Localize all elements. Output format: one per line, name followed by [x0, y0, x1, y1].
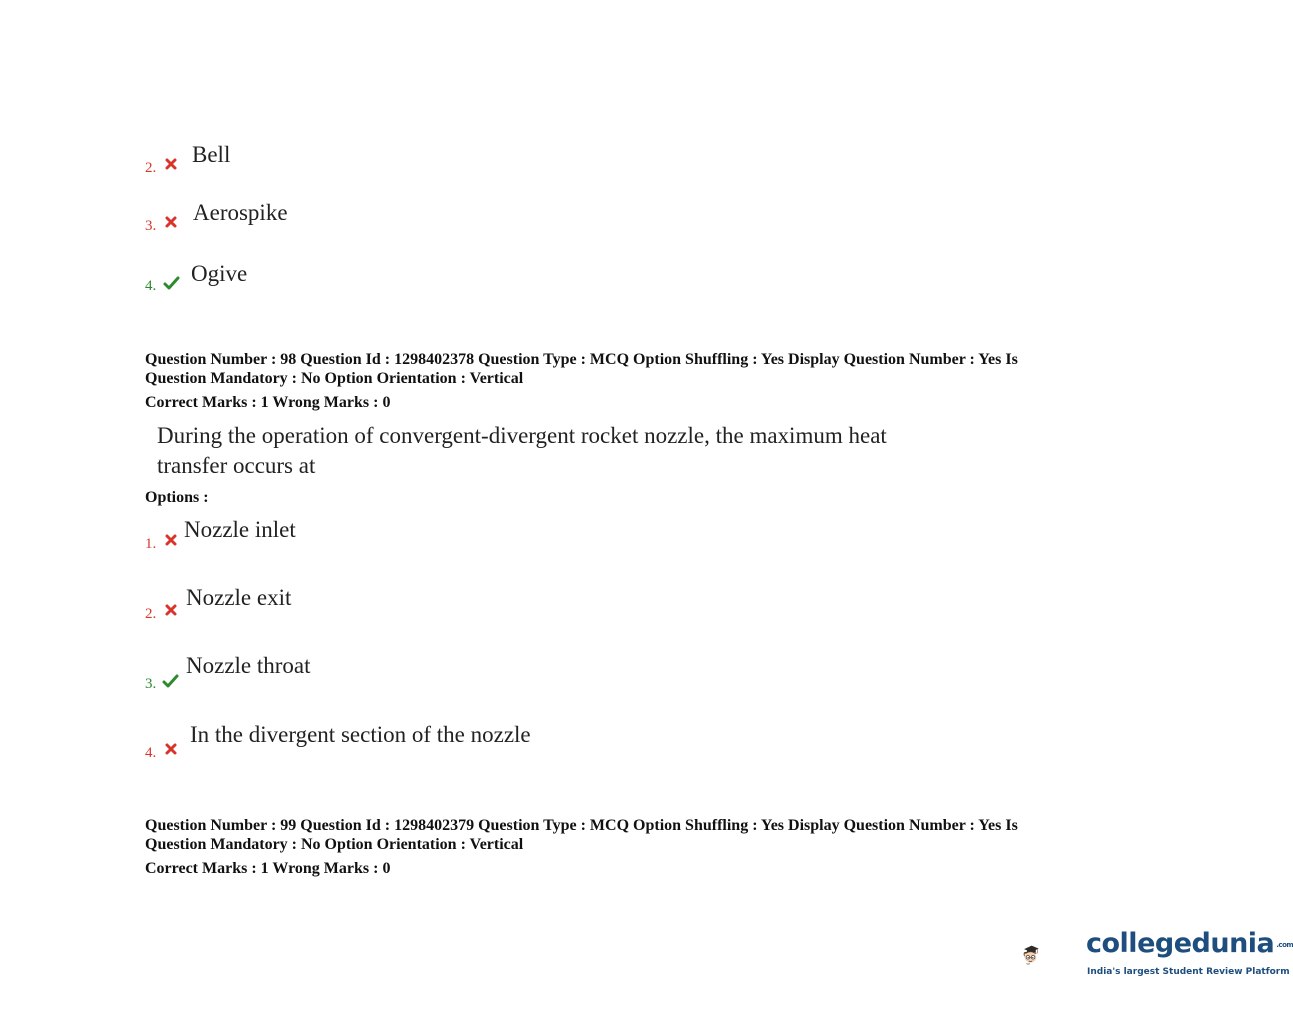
option-number: 1.	[145, 536, 157, 552]
cross-icon	[164, 533, 178, 547]
option-number: 2.	[145, 606, 157, 622]
option-text: Nozzle throat	[186, 653, 311, 678]
marks-line: Correct Marks : 1 Wrong Marks : 0	[145, 394, 391, 411]
option-number: 3.	[145, 676, 157, 692]
cross-icon	[164, 157, 178, 171]
question-line: During the operation of convergent-divergent rocket nozzle, the maximum heat	[157, 423, 887, 448]
logo-suffix: .com	[1276, 940, 1293, 949]
option-text: Bell	[192, 142, 231, 167]
question-meta-line: Question Number : 99 Question Id : 1298402379 Question Type : MCQ Option Shuffling : Yes Display Question Number : Yes Is	[145, 817, 1018, 834]
collegedunia-mascot-icon	[1020, 915, 1090, 995]
question-meta-line: Question Mandatory : No Option Orientation : Vertical	[145, 370, 524, 387]
cross-icon	[164, 742, 178, 756]
cross-icon	[164, 215, 178, 229]
option-number: 2.	[145, 160, 157, 176]
option-number: 4.	[145, 278, 157, 294]
option-text: Ogive	[191, 261, 248, 286]
option-number: 3.	[145, 218, 157, 234]
option-text: Nozzle inlet	[184, 517, 296, 542]
option-number: 4.	[145, 745, 157, 761]
option-text: Aerospike	[193, 200, 288, 225]
question-line: transfer occurs at	[157, 453, 316, 478]
check-icon	[163, 276, 180, 290]
marks-line: Correct Marks : 1 Wrong Marks : 0	[145, 860, 391, 877]
question-meta-line: Question Mandatory : No Option Orientation : Vertical	[145, 836, 524, 853]
cross-icon	[164, 603, 178, 617]
option-text: In the divergent section of the nozzle	[190, 722, 531, 747]
options-label: Options :	[145, 489, 209, 506]
logo-tagline: India's largest Student Review Platform	[1087, 967, 1290, 977]
check-icon	[162, 674, 179, 688]
question-text	[157, 421, 937, 481]
option-text: Nozzle exit	[186, 585, 292, 610]
question-meta-line: Question Number : 98 Question Id : 1298402378 Question Type : MCQ Option Shuffling : Yes Display Question Number : Yes Is	[145, 351, 1018, 368]
logo-wordmark: collegedunia .com	[1086, 928, 1293, 959]
